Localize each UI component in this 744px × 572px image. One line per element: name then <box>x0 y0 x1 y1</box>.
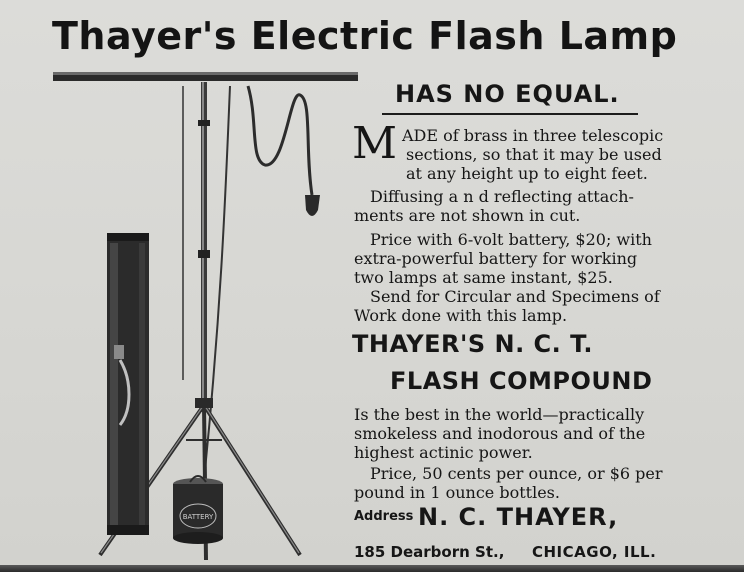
address-street: 185 Dearborn St., <box>354 543 505 561</box>
compound-heading-2: FLASH COMPOUND <box>390 367 653 395</box>
description-line-1: ADE of brass in three telescopic <box>402 126 664 145</box>
diffusing-line-1: Diffusing a n d reflecting attach- <box>370 187 634 206</box>
description-line-3: at any height up to eight feet. <box>406 164 648 183</box>
lamp-bulb <box>305 195 320 216</box>
address-name: N. C. THAYER, <box>418 503 619 531</box>
description-line-2: sections, so that it may be used <box>406 145 662 164</box>
bottom-rule <box>0 565 744 572</box>
battery-label: BATTERY <box>182 513 214 521</box>
price-line-2: extra-powerful battery for working <box>354 249 638 268</box>
lamp-cord <box>248 86 312 195</box>
address-label: Address <box>354 509 414 524</box>
send-line-1: Send for Circular and Specimens of <box>370 287 660 306</box>
compound-heading-1: THAYER'S N. C. T. <box>352 330 593 358</box>
compound-price-line-1: Price, 50 cents per ounce, or $6 per <box>370 464 663 483</box>
send-line-2: Work done with this lamp. <box>354 306 568 325</box>
compound-best-line-3: highest actinic power. <box>354 443 533 462</box>
ad-title: Thayer's Electric Flash Lamp <box>52 14 678 58</box>
subtitle-underline <box>382 113 638 115</box>
address-city: CHICAGO, ILL. <box>532 543 657 561</box>
flash-lamp-illustration <box>0 0 360 572</box>
ad-subtitle: HAS NO EQUAL. <box>395 80 620 108</box>
diffusing-line-2: ments are not shown in cut. <box>354 206 581 225</box>
price-line-3: two lamps at same instant, $25. <box>354 268 613 287</box>
compound-price-line-2: pound in 1 ounce bottles. <box>354 483 560 502</box>
compound-best-line-1: Is the best in the world—practically <box>354 405 645 424</box>
carrying-case <box>107 233 149 535</box>
drop-cap: M <box>352 118 398 169</box>
battery <box>173 476 223 544</box>
price-line-1: Price with 6-volt battery, $20; with <box>370 230 652 249</box>
compound-best-line-2: smokeless and inodorous and of the <box>354 424 646 443</box>
